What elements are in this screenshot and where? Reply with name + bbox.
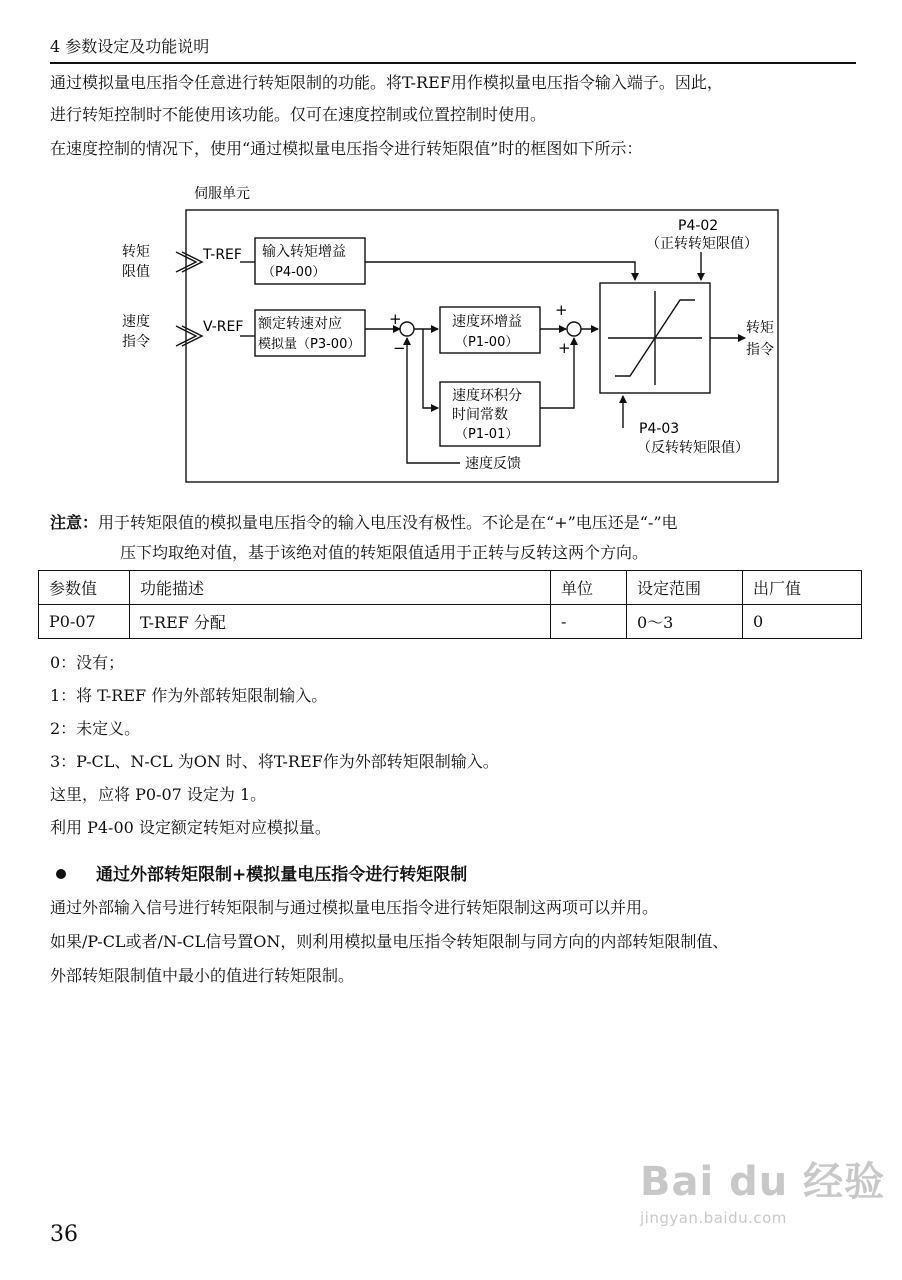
watermark-brand: Bai du 经验 [640, 1159, 886, 1205]
option-list [50, 646, 499, 844]
sum2-plus-top: + [555, 301, 568, 319]
page-number: 36 [50, 1222, 78, 1247]
speed-command-input-l1: 速度 [122, 314, 150, 330]
sum2-plus-bottom: + [558, 339, 571, 357]
col-range: 设定范围 [627, 571, 743, 605]
integral-label-l2: 时间常数 [452, 407, 508, 423]
section-line-3: 外部转矩限制值中最小的值进行转矩限制。 [50, 966, 355, 985]
cell-unit: - [551, 605, 627, 639]
intro-line-3: 在速度控制的情况下，使用“通过模拟量电压指令进行转矩限值”时的框图如下所示： [50, 139, 643, 158]
col-unit: 单位 [551, 571, 627, 605]
parameter-table [38, 570, 862, 639]
torque-command-out-l2: 指令 [746, 342, 774, 358]
section-heading-text: 通过外部转矩限制+模拟量电压指令进行转矩限制 [96, 865, 468, 885]
section-line-2: 如果/P-CL或者/N-CL信号置ON，则利用模拟量电压指令转矩限制与同方向的内部转矩限制值、 [50, 932, 729, 951]
col-default: 出厂值 [743, 571, 862, 605]
cell-function: T-REF 分配 [130, 605, 551, 639]
table-row [39, 605, 862, 639]
servo-unit-label: 伺服单元 [194, 186, 250, 202]
torque-input-chevron [176, 252, 202, 272]
speed-input-chevron [176, 326, 202, 346]
sum1-plus: + [389, 310, 402, 328]
p403-desc: （反转转矩限值） [637, 440, 749, 456]
loop-gain-label-l1: 速度环增益 [452, 314, 522, 330]
baidu-watermark [640, 1150, 885, 1227]
integral-label-l1: 速度环积分 [452, 388, 522, 404]
chapter-title: 4 参数设定及功能说明 [50, 37, 210, 56]
col-function: 功能描述 [130, 571, 551, 605]
cell-range: 0～3 [627, 605, 743, 639]
tref-label: T-REF [203, 247, 242, 263]
loop-gain-label-l2: （P1-00） [455, 335, 519, 350]
summing-point-2 [567, 322, 581, 336]
integral-label-l3: （P1-01） [455, 427, 519, 442]
sum1-minus: − [393, 339, 406, 357]
rated-speed-label-l1: 额定转速对应 [258, 316, 342, 332]
list-item: 利用 P4-00 设定额定转矩对应模拟量。 [50, 818, 331, 837]
list-item: 1：将 T-REF 作为外部转矩限制输入。 [50, 686, 328, 705]
torque-gain-label-l2: （P4-00） [262, 265, 326, 280]
note-block [50, 508, 858, 568]
p402-desc: （正转转矩限值） [646, 236, 758, 252]
note-label: 注意： [50, 513, 99, 532]
col-param-value: 参数值 [39, 571, 130, 605]
intro-line-1: 通过模拟量电压指令任意进行转矩限制的功能。将T-REF用作模拟量电压指令输入端子。因此， [50, 73, 723, 92]
list-item: 3：P-CL、N-CL 为ON 时、将T-REF作为外部转矩限制输入。 [50, 752, 499, 771]
intro-line-2: 进行转矩控制时不能使用该功能。仅可在速度控制或位置控制时使用。 [50, 105, 547, 124]
chapter-header [50, 36, 856, 64]
section-heading [50, 860, 467, 890]
p403-label: P4-03 [639, 421, 680, 437]
note-line-1: 用于转矩限值的模拟量电压指令的输入电压没有极性。不论是在“+”电压还是“-”电 [98, 513, 678, 532]
torque-limit-input-l2: 限值 [122, 264, 150, 280]
p402-label: P4-02 [678, 218, 719, 234]
torque-limit-input-l1: 转矩 [122, 244, 150, 260]
summing-point-1 [400, 322, 414, 336]
torque-gain-label-l1: 输入转矩增益 [262, 244, 346, 260]
cell-param: P0-07 [39, 605, 130, 639]
section-line-1: 通过外部输入信号进行转矩限制与通过模拟量电压指令进行转矩限制这两项可以并用。 [50, 898, 659, 917]
torque-command-out-l1: 转矩 [746, 320, 774, 336]
note-line-2: 压下均取绝对值，基于该绝对值的转矩限值适用于正转与反转这两个方向。 [120, 543, 649, 562]
vref-label: V-REF [203, 319, 244, 335]
list-item: 0：没有； [50, 653, 125, 672]
watermark-url: jingyan.baidu.com [640, 1209, 787, 1227]
cell-default: 0 [743, 605, 862, 639]
list-item: 2：未定义。 [50, 719, 141, 738]
rated-speed-label-l2: 模拟量（P3-00） [258, 337, 361, 352]
table-header-row [39, 571, 862, 605]
torque-limit-block-diagram [90, 180, 790, 490]
speed-feedback-label: 速度反馈 [465, 456, 521, 472]
speed-command-input-l2: 指令 [122, 334, 150, 350]
bullet-dot-icon [56, 869, 66, 879]
list-item: 这里，应将 P0-07 设定为 1。 [50, 785, 267, 804]
